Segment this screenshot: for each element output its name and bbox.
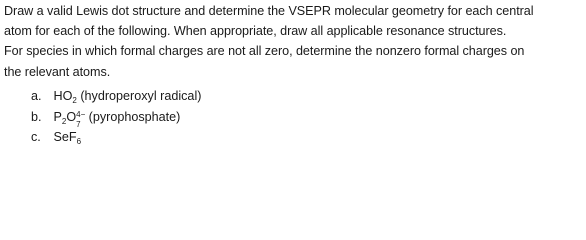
species-name: (pyrophosphate)	[88, 109, 181, 124]
list-marker: c.	[31, 130, 41, 144]
list-marker: b.	[31, 109, 42, 124]
chemical-formula	[54, 89, 77, 103]
formula-subscript: 6	[76, 137, 82, 146]
question-line: the relevant atoms.	[4, 64, 111, 79]
formula-element: SeF	[53, 130, 77, 144]
subscript-superscript-stack	[76, 109, 86, 129]
question-line: atom for each of the following. When appropriate, draw all applicable resonance structures.	[4, 24, 507, 39]
formula-element: P	[53, 109, 62, 124]
question-line: For species in which formal charges are not all zero, determine the nonzero formal charges on	[4, 44, 525, 59]
list-marker: a.	[31, 89, 42, 103]
question-line: Draw a valid Lewis dot structure and determine the VSEPR molecular geometry for each central	[4, 4, 534, 18]
question-text	[4, 1, 584, 82]
formula-element: O	[66, 109, 77, 124]
formula-subscript: 7	[76, 119, 81, 129]
list-item-hydroperoxyl	[31, 86, 201, 107]
formula-subscript: 2	[72, 96, 77, 105]
chemical-formula	[53, 109, 86, 129]
species-list	[31, 86, 201, 148]
list-item-selenium-hexafluoride	[31, 127, 201, 148]
species-name: (hydroperoxyl radical)	[80, 89, 202, 103]
list-item-pyrophosphate	[31, 107, 201, 128]
formula-charge: 4−	[76, 109, 86, 119]
formula-subscript: 2	[61, 116, 67, 126]
formula-element: HO	[53, 89, 73, 103]
